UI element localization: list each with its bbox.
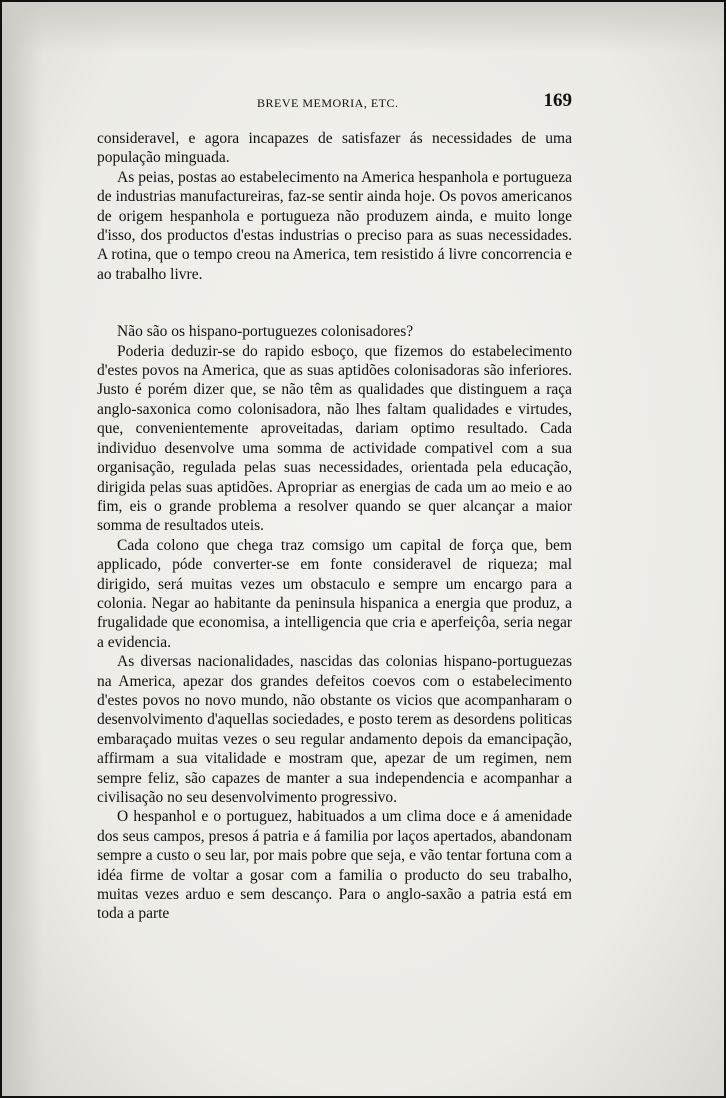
- paragraph: As peias, postas ao estabelecimento na America hespanhola e portugueza de industrias manufactureiras, faz-se sentir ainda hoje. Os povos americanos de origem hespanhola e portugueza não produzem ainda, e muito longe d'isso, dos productos d'estas industrias o preciso para as suas necessidades. A rotina, que o tempo creou na America, tem resistido á livre concorrencia e ao trabalho livre.: [97, 168, 572, 283]
- page-number: 169: [543, 90, 572, 111]
- body-text: [97, 129, 572, 924]
- running-head: BREVE MEMORIA, ETC.: [257, 96, 399, 110]
- section-break: [97, 284, 572, 322]
- paragraph: As diversas nacionalidades, nascidas das colonias hispano-portuguezas na America, apezar dos grandes defeitos coevos com o estabelecimento d'estes povos no novo mundo, não obstante os vicios que acompanharam o desenvolvimento d'aquellas sociedades, e posto terem as desordens politicas embaraçado muitas vezes o seu regular andamento depois da emancipação, affirmam a sua vitalidade e mostram que, apezar de um regimen, nem sempre feliz, são capazes de manter a sua independencia e acompanhar a civilisação no seu desenvolvimento progressivo.: [97, 653, 572, 806]
- section-question: Não são os hispano-portuguezes colonisadores?: [117, 323, 414, 341]
- paragraph: O hespanhol e o portuguez, habituados a um clima doce e á amenidade dos seus campos, presos á patria e á familia por laços apertados, abandonam sempre a custo o seu lar, por mais pobre que seja, e vão tentar fortuna com a idéa firme de voltar a gosar com a familia o producto do seu trabalho, muitas vezes arduo e sem descanço. Para o anglo-saxão a patria está em toda a parte: [97, 808, 572, 923]
- paragraph: Cada colono que chega traz comsigo um capital de força que, bem applicado, póde converter-se em fonte consideravel de riqueza; mal dirigido, será muitas vezes um obstaculo e sempre um encargo para a colonia. Negar ao habitante da peninsula hispanica a energia que produz, a frugalidade que economisa, a intelligencia que cria e aperfeiçôa, seria negar a evidencia.: [97, 536, 572, 651]
- page-shadow-left: [2, 2, 42, 1096]
- page-header: [97, 90, 572, 112]
- page-shadow-top: [2, 2, 724, 52]
- paragraph-continuation: consideravel, e agora incapazes de satisfazer ás necessidades de uma população minguada.: [97, 130, 572, 167]
- paragraph: Poderia deduzir-se do rapido esboço, que fizemos do estabelecimento d'estes povos na America, que as suas aptidões colonisadoras são inferiores. Justo é porém dizer que, se não têm as qualidades que distinguem a raça anglo-saxonica como colonisadora, não lhes faltam qualidades e virtudes, que, convenientemente aproveitadas, dariam optimo resultado. Cada individuo desenvolve uma somma de actividade compativel com a sua organisação, regulada pelas suas necessidades, orientada pela educação, dirigida pelas suas aptidões. Apropriar as energias de cada um ao meio e ao fim, eis o grande problema a resolver quando se quer alcançar a maior somma de resultados uteis.: [97, 342, 572, 535]
